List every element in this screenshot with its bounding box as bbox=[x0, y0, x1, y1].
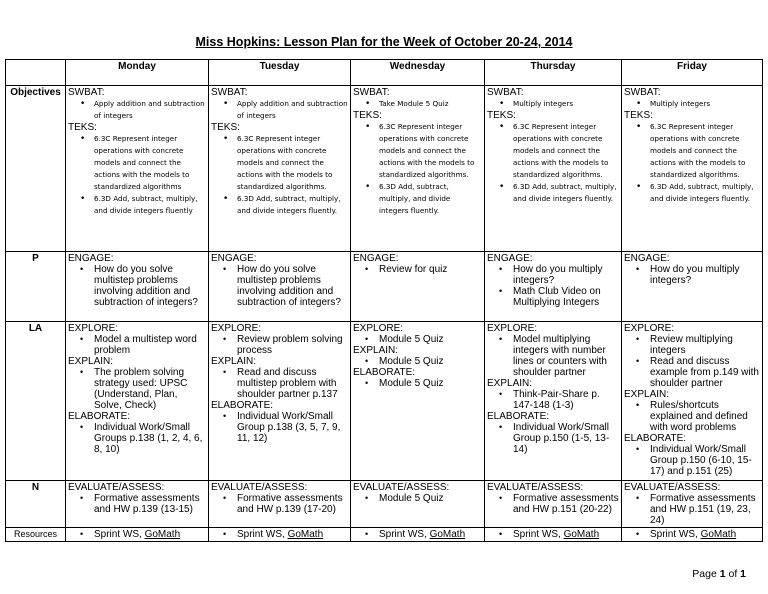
bullet-item: • Individual Work/Small Group p.150 (1-5, 13-14) bbox=[513, 422, 619, 455]
bullet-item: • 6.3D Add, subtract, multiply, and divide integers fluently. bbox=[237, 193, 348, 217]
engage-cell bbox=[209, 252, 351, 322]
section-label: TEKS: bbox=[487, 110, 516, 121]
bullet-item: • Formative assessments and HW p.139 (17-20) bbox=[237, 493, 348, 515]
section-label: TEKS: bbox=[68, 122, 97, 133]
section-label: EXPLAIN: bbox=[624, 389, 670, 400]
bullet-item: • Apply addition and subtraction of integers bbox=[94, 98, 206, 122]
bullet-list bbox=[487, 98, 619, 110]
bullet-item: • Multiply integers bbox=[650, 98, 760, 110]
resource-item: Sprint WS, bbox=[94, 529, 145, 540]
section-label: ELABORATE: bbox=[487, 411, 550, 422]
resource-link: GoMath bbox=[287, 529, 324, 540]
bullet-list bbox=[487, 334, 619, 378]
bullet-list bbox=[353, 493, 482, 504]
bullet-list bbox=[624, 334, 760, 389]
bullet-item: • How do you multiply integers? bbox=[650, 264, 760, 286]
bullet-item: • Module 5 Quiz bbox=[379, 378, 482, 389]
bullet-list bbox=[68, 367, 206, 411]
bullet-item: • Formative assessments and HW p.151 (19, 23, 24) bbox=[650, 493, 760, 526]
section-label: EXPLORE: bbox=[624, 323, 675, 334]
bullet-list bbox=[624, 529, 760, 540]
engage-cell bbox=[485, 252, 622, 322]
bullet-list bbox=[68, 422, 206, 455]
corner-cell bbox=[6, 60, 66, 86]
bullet-list bbox=[624, 264, 760, 286]
section-label: EXPLORE: bbox=[68, 323, 119, 334]
page-footer: Page 1 of 1 bbox=[692, 568, 746, 580]
section-label: TEKS: bbox=[353, 110, 382, 121]
bullet-item: • Model multiplying integers with number lines or counters with shoulder partner bbox=[513, 334, 619, 378]
resource-link: GoMath bbox=[700, 529, 737, 540]
evaluate-cell bbox=[622, 481, 763, 528]
bullet-item: • 6.3C Represent integer operations with concrete models and connect the actions with the models to standardized algorithms. bbox=[513, 121, 619, 181]
bullet-item: • Formative assessments and HW p.139 (13-15) bbox=[94, 493, 206, 515]
lesson-cell bbox=[351, 322, 485, 481]
bullet-list bbox=[487, 493, 619, 515]
bullet-list bbox=[487, 264, 619, 308]
bullet-list bbox=[624, 400, 760, 433]
day-header: Friday bbox=[622, 60, 763, 86]
bullet-list bbox=[353, 264, 482, 275]
section-label: EXPLORE: bbox=[487, 323, 538, 334]
section-label: ELABORATE: bbox=[353, 367, 416, 378]
row-label-resources: Resources bbox=[6, 528, 66, 542]
bullet-list bbox=[211, 529, 348, 540]
section-label: EVALUATE/ASSESS: bbox=[487, 482, 584, 493]
section-label: EVALUATE/ASSESS: bbox=[68, 482, 165, 493]
section-label: EXPLAIN: bbox=[211, 356, 257, 367]
bullet-list bbox=[211, 264, 348, 308]
section-label: ENGAGE: bbox=[353, 253, 399, 264]
bullet-item: • 6.3C Represent integer operations with concrete models and connect the actions with the models to standardized algorithms. bbox=[237, 133, 348, 193]
lesson-cell bbox=[622, 322, 763, 481]
bullet-item: • Apply addition and subtraction of integers bbox=[237, 98, 348, 122]
section-label: ENGAGE: bbox=[624, 253, 670, 264]
section-label: EXPLAIN: bbox=[68, 356, 114, 367]
engage-cell bbox=[351, 252, 485, 322]
bullet-list bbox=[211, 98, 348, 122]
bullet-item: • Individual Work/Small Group p.138 (3, 5, 7, 9, 11, 12) bbox=[237, 411, 348, 444]
bullet-item: • Module 5 Quiz bbox=[379, 493, 482, 504]
header-row bbox=[6, 60, 763, 86]
row-label-n: N bbox=[6, 481, 66, 528]
bullet-item: • 6.3C Represent integer operations with concrete models and connect the actions with the models to standardized algorithms. bbox=[379, 121, 482, 181]
section-label: EXPLORE: bbox=[353, 323, 404, 334]
section-label: TEKS: bbox=[624, 110, 653, 121]
section-label: EXPLAIN: bbox=[487, 378, 533, 389]
bullet-item: • Rules/shortcuts explained and defined with word problems bbox=[650, 400, 760, 433]
bullet-list bbox=[353, 334, 482, 345]
row-label-objectives: Objectives bbox=[6, 86, 66, 252]
bullet-item bbox=[650, 529, 760, 540]
page-title: Miss Hopkins: Lesson Plan for the Week of October 20-24, 2014 bbox=[195, 35, 573, 49]
lesson-cell bbox=[485, 322, 622, 481]
bullet-item: • Individual Work/Small Groups p.138 (1, 2, 4, 6, 8, 10) bbox=[94, 422, 206, 455]
bullet-item: • 6.3D Add, subtract, multiply, and divide integers fluently. bbox=[650, 181, 760, 205]
resource-item: Sprint WS, bbox=[237, 529, 288, 540]
objectives-cell bbox=[66, 86, 209, 252]
lesson-cell bbox=[209, 322, 351, 481]
section-label: EXPLAIN: bbox=[353, 345, 399, 356]
bullet-list bbox=[487, 529, 619, 540]
bullet-item: • The problem solving strategy used: UPSC (Understand, Plan, Solve, Check) bbox=[94, 367, 206, 411]
bullet-list bbox=[68, 133, 206, 217]
bullet-list bbox=[211, 334, 348, 356]
bullet-item bbox=[513, 529, 619, 540]
bullet-list bbox=[68, 529, 206, 540]
section-label: SWBAT: bbox=[68, 87, 105, 98]
bullet-list bbox=[487, 389, 619, 411]
evaluate-cell bbox=[485, 481, 622, 528]
bullet-item bbox=[379, 529, 482, 540]
bullet-item: • Module 5 Quiz bbox=[379, 334, 482, 345]
resource-link: GoMath bbox=[144, 529, 181, 540]
bullet-list bbox=[487, 422, 619, 455]
resources-cell bbox=[485, 528, 622, 542]
section-label: ELABORATE: bbox=[211, 400, 274, 411]
resource-item: Sprint WS, bbox=[650, 529, 701, 540]
la-row bbox=[6, 322, 763, 481]
bullet-list bbox=[68, 334, 206, 356]
p-row bbox=[6, 252, 763, 322]
evaluate-cell bbox=[209, 481, 351, 528]
day-header: Monday bbox=[66, 60, 209, 86]
objectives-row bbox=[6, 86, 763, 252]
bullet-item bbox=[94, 529, 206, 540]
bullet-item: • Individual Work/Small Group p.150 (6-10, 15-17) and p.151 (25) bbox=[650, 444, 760, 477]
bullet-item: • 6.3D Add, subtract, multiply, and divide integers fluently. bbox=[513, 181, 619, 205]
bullet-item: • Review multiplying integers bbox=[650, 334, 760, 356]
section-label: EVALUATE/ASSESS: bbox=[353, 482, 450, 493]
bullet-item: • Model a multistep word problem bbox=[94, 334, 206, 356]
section-label: EVALUATE/ASSESS: bbox=[624, 482, 721, 493]
lesson-cell bbox=[66, 322, 209, 481]
bullet-list bbox=[68, 98, 206, 122]
resource-link: GoMath bbox=[563, 529, 600, 540]
section-label: EXPLORE: bbox=[211, 323, 262, 334]
section-label: SWBAT: bbox=[487, 87, 524, 98]
bullet-list bbox=[68, 493, 206, 515]
section-label: SWBAT: bbox=[211, 87, 248, 98]
bullet-item: • Formative assessments and HW p.151 (20-22) bbox=[513, 493, 619, 515]
resource-item: Sprint WS, bbox=[379, 529, 430, 540]
bullet-item: • Read and discuss multistep problem with shoulder partner p.137 bbox=[237, 367, 348, 400]
bullet-list bbox=[353, 121, 482, 217]
bullet-list bbox=[487, 121, 619, 205]
bullet-item: • Take Module 5 Quiz bbox=[379, 98, 482, 110]
bullet-item bbox=[237, 529, 348, 540]
objectives-cell bbox=[485, 86, 622, 252]
bullet-list bbox=[211, 367, 348, 400]
resources-row bbox=[6, 528, 763, 542]
day-header: Thursday bbox=[485, 60, 622, 86]
bullet-item: • Review for quiz bbox=[379, 264, 482, 275]
bullet-item: • 6.3C Represent integer operations with concrete models and connect the actions with the models to standardized algorithms bbox=[94, 133, 206, 193]
bullet-list bbox=[624, 493, 760, 526]
section-label: ENGAGE: bbox=[211, 253, 257, 264]
bullet-item: • Math Club Video on Multiplying Integers bbox=[513, 286, 619, 308]
bullet-list bbox=[353, 356, 482, 367]
section-label: SWBAT: bbox=[353, 87, 390, 98]
bullet-list bbox=[624, 444, 760, 477]
bullet-item: • How do you solve multistep problems involving addition and subtraction of integers? bbox=[237, 264, 348, 308]
bullet-item: • 6.3D Add, subtract, multiply, and divide integers fluently bbox=[94, 193, 206, 217]
n-row bbox=[6, 481, 763, 528]
section-label: ENGAGE: bbox=[487, 253, 533, 264]
bullet-item: • Think-Pair-Share p. 147-148 (1-3) bbox=[513, 389, 619, 411]
bullet-list bbox=[624, 98, 760, 110]
section-label: EVALUATE/ASSESS: bbox=[211, 482, 308, 493]
resources-cell bbox=[209, 528, 351, 542]
resource-item: Sprint WS, bbox=[513, 529, 564, 540]
bullet-item: • Module 5 Quiz bbox=[379, 356, 482, 367]
row-label-p: P bbox=[6, 252, 66, 322]
section-label: ELABORATE: bbox=[68, 411, 131, 422]
engage-cell bbox=[622, 252, 763, 322]
lesson-plan-table bbox=[5, 59, 763, 542]
engage-cell bbox=[66, 252, 209, 322]
bullet-list bbox=[68, 264, 206, 308]
bullet-item: • Multiply integers bbox=[513, 98, 619, 110]
day-header: Wednesday bbox=[351, 60, 485, 86]
section-label: SWBAT: bbox=[624, 87, 661, 98]
bullet-item: • Read and discuss example from p.149 with shoulder partner bbox=[650, 356, 760, 389]
day-header: Tuesday bbox=[209, 60, 351, 86]
objectives-cell bbox=[209, 86, 351, 252]
resources-cell bbox=[351, 528, 485, 542]
bullet-item: • 6.3C Represent integer operations with concrete models and connect the actions with the models to standardized algorithms. bbox=[650, 121, 760, 181]
resources-cell bbox=[66, 528, 209, 542]
section-label: ENGAGE: bbox=[68, 253, 114, 264]
bullet-item: • How do you multiply integers? bbox=[513, 264, 619, 286]
section-label: TEKS: bbox=[211, 122, 240, 133]
section-label: ELABORATE: bbox=[624, 433, 687, 444]
evaluate-cell bbox=[351, 481, 485, 528]
resource-link: GoMath bbox=[429, 529, 466, 540]
row-label-la: LA bbox=[6, 322, 66, 481]
bullet-list bbox=[353, 529, 482, 540]
evaluate-cell bbox=[66, 481, 209, 528]
resources-cell bbox=[622, 528, 763, 542]
bullet-list bbox=[211, 493, 348, 515]
bullet-item: • How do you solve multistep problems involving addition and subtraction of integers? bbox=[94, 264, 206, 308]
bullet-list bbox=[211, 133, 348, 217]
bullet-list bbox=[211, 411, 348, 444]
bullet-list bbox=[353, 378, 482, 389]
objectives-cell bbox=[351, 86, 485, 252]
bullet-item: • 6.3D Add, subtract, multiply, and divide integers fluently. bbox=[379, 181, 482, 217]
bullet-item: • Review problem solving process bbox=[237, 334, 348, 356]
bullet-list bbox=[353, 98, 482, 110]
bullet-list bbox=[624, 121, 760, 205]
objectives-cell bbox=[622, 86, 763, 252]
